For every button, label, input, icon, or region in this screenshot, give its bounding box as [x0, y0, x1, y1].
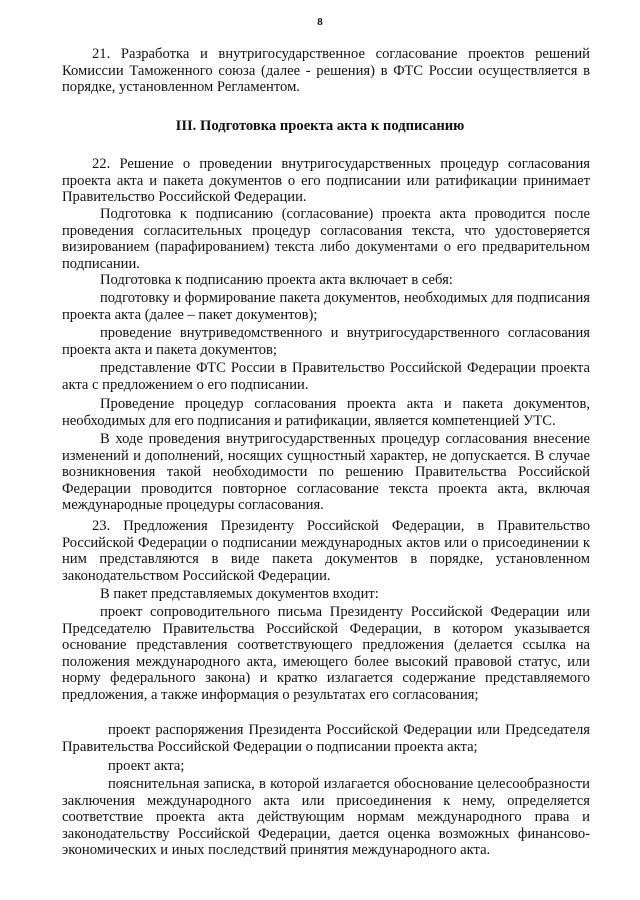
section-heading: III. Подготовка проекта акта к подписанию	[175, 118, 465, 134]
document-item-4: пояснительная записка, в которой излагается обоснование целесообразности заключения международного акта или присоединения к нему, определяется соответствие проекта акта действующим нормам международного права и законодательству Российской Федерации, дается оценка возможных финансово-экономических и иных последствий принятия международного акта.	[62, 776, 590, 859]
list-item-2: проведение внутриведомственного и внутригосударственного согласования проекта акта и пакета документов;	[62, 325, 590, 358]
document-item-1: проект сопроводительного письма Президенту Российской Федерации или Председателю Правительства Российской Федерации, в котором указывается основание представления соответствующего предложения (делается ссылка на положения международного акта, имеющего более высокий правовой статус, или норму федерального закона) и кратко излагается содержание представляемого предложения, а также информация о результатах его согласования;	[62, 604, 590, 703]
paragraph-package: В пакет представляемых документов входит:	[100, 586, 379, 602]
paragraph-changes: В ходе проведения внутригосударственных процедур согласования внесение изменений и дополнений, носящих сущностный характер, не допускается. В случае возникновения такой необходимости по решению Правительства Российской Федерации проводится повторное согласование текста проекта акта, включая международные процедуры согласования.	[62, 431, 590, 514]
paragraph-21: 21. Разработка и внутригосударственное согласование проектов решений Комиссии Таможенного союза (далее - решения) в ФТС России осуществляется в порядке, установленном Регламентом.	[62, 46, 590, 96]
page-number: 8	[317, 16, 323, 28]
list-item-3: представление ФТС России в Правительство Российской Федерации проекта акта с предложением о его подписании.	[62, 360, 590, 393]
paragraph-competence: Проведение процедур согласования проекта акта и пакета документов, необходимых для его подписания и ратификации, является компетенцией УТС.	[62, 396, 590, 429]
document-item-3: проект акта;	[108, 758, 185, 774]
paragraph-includes: Подготовка к подписанию проекта акта включает в себя:	[100, 272, 453, 288]
paragraph-22: 22. Решение о проведении внутригосударственных процедур согласования проекта акта и пакета документов о его подписании или ратификации принимает Правительство Российской Федерации.	[62, 156, 590, 206]
paragraph-23: 23. Предложения Президенту Российской Федерации, в Правительство Российской Федерации о подписании международных актов или о присоединении к ним представляются в виде пакета документов в порядке, установленном законодательством Российской Федерации.	[62, 518, 590, 584]
list-item-1: подготовку и формирование пакета документов, необходимых для подписания проекта акта (далее – пакет документов);	[62, 290, 590, 323]
document-item-2: проект распоряжения Президента Российской Федерации или Председателя Правительства Российской Федерации о подписании проекта акта;	[62, 722, 590, 755]
paragraph-preparation: Подготовка к подписанию (согласование) проекта акта проводится после проведения согласительных процедур согласования текста, что удостоверяется визированием (парафированием) текста либо документами о его предварительном подписании.	[62, 206, 590, 272]
